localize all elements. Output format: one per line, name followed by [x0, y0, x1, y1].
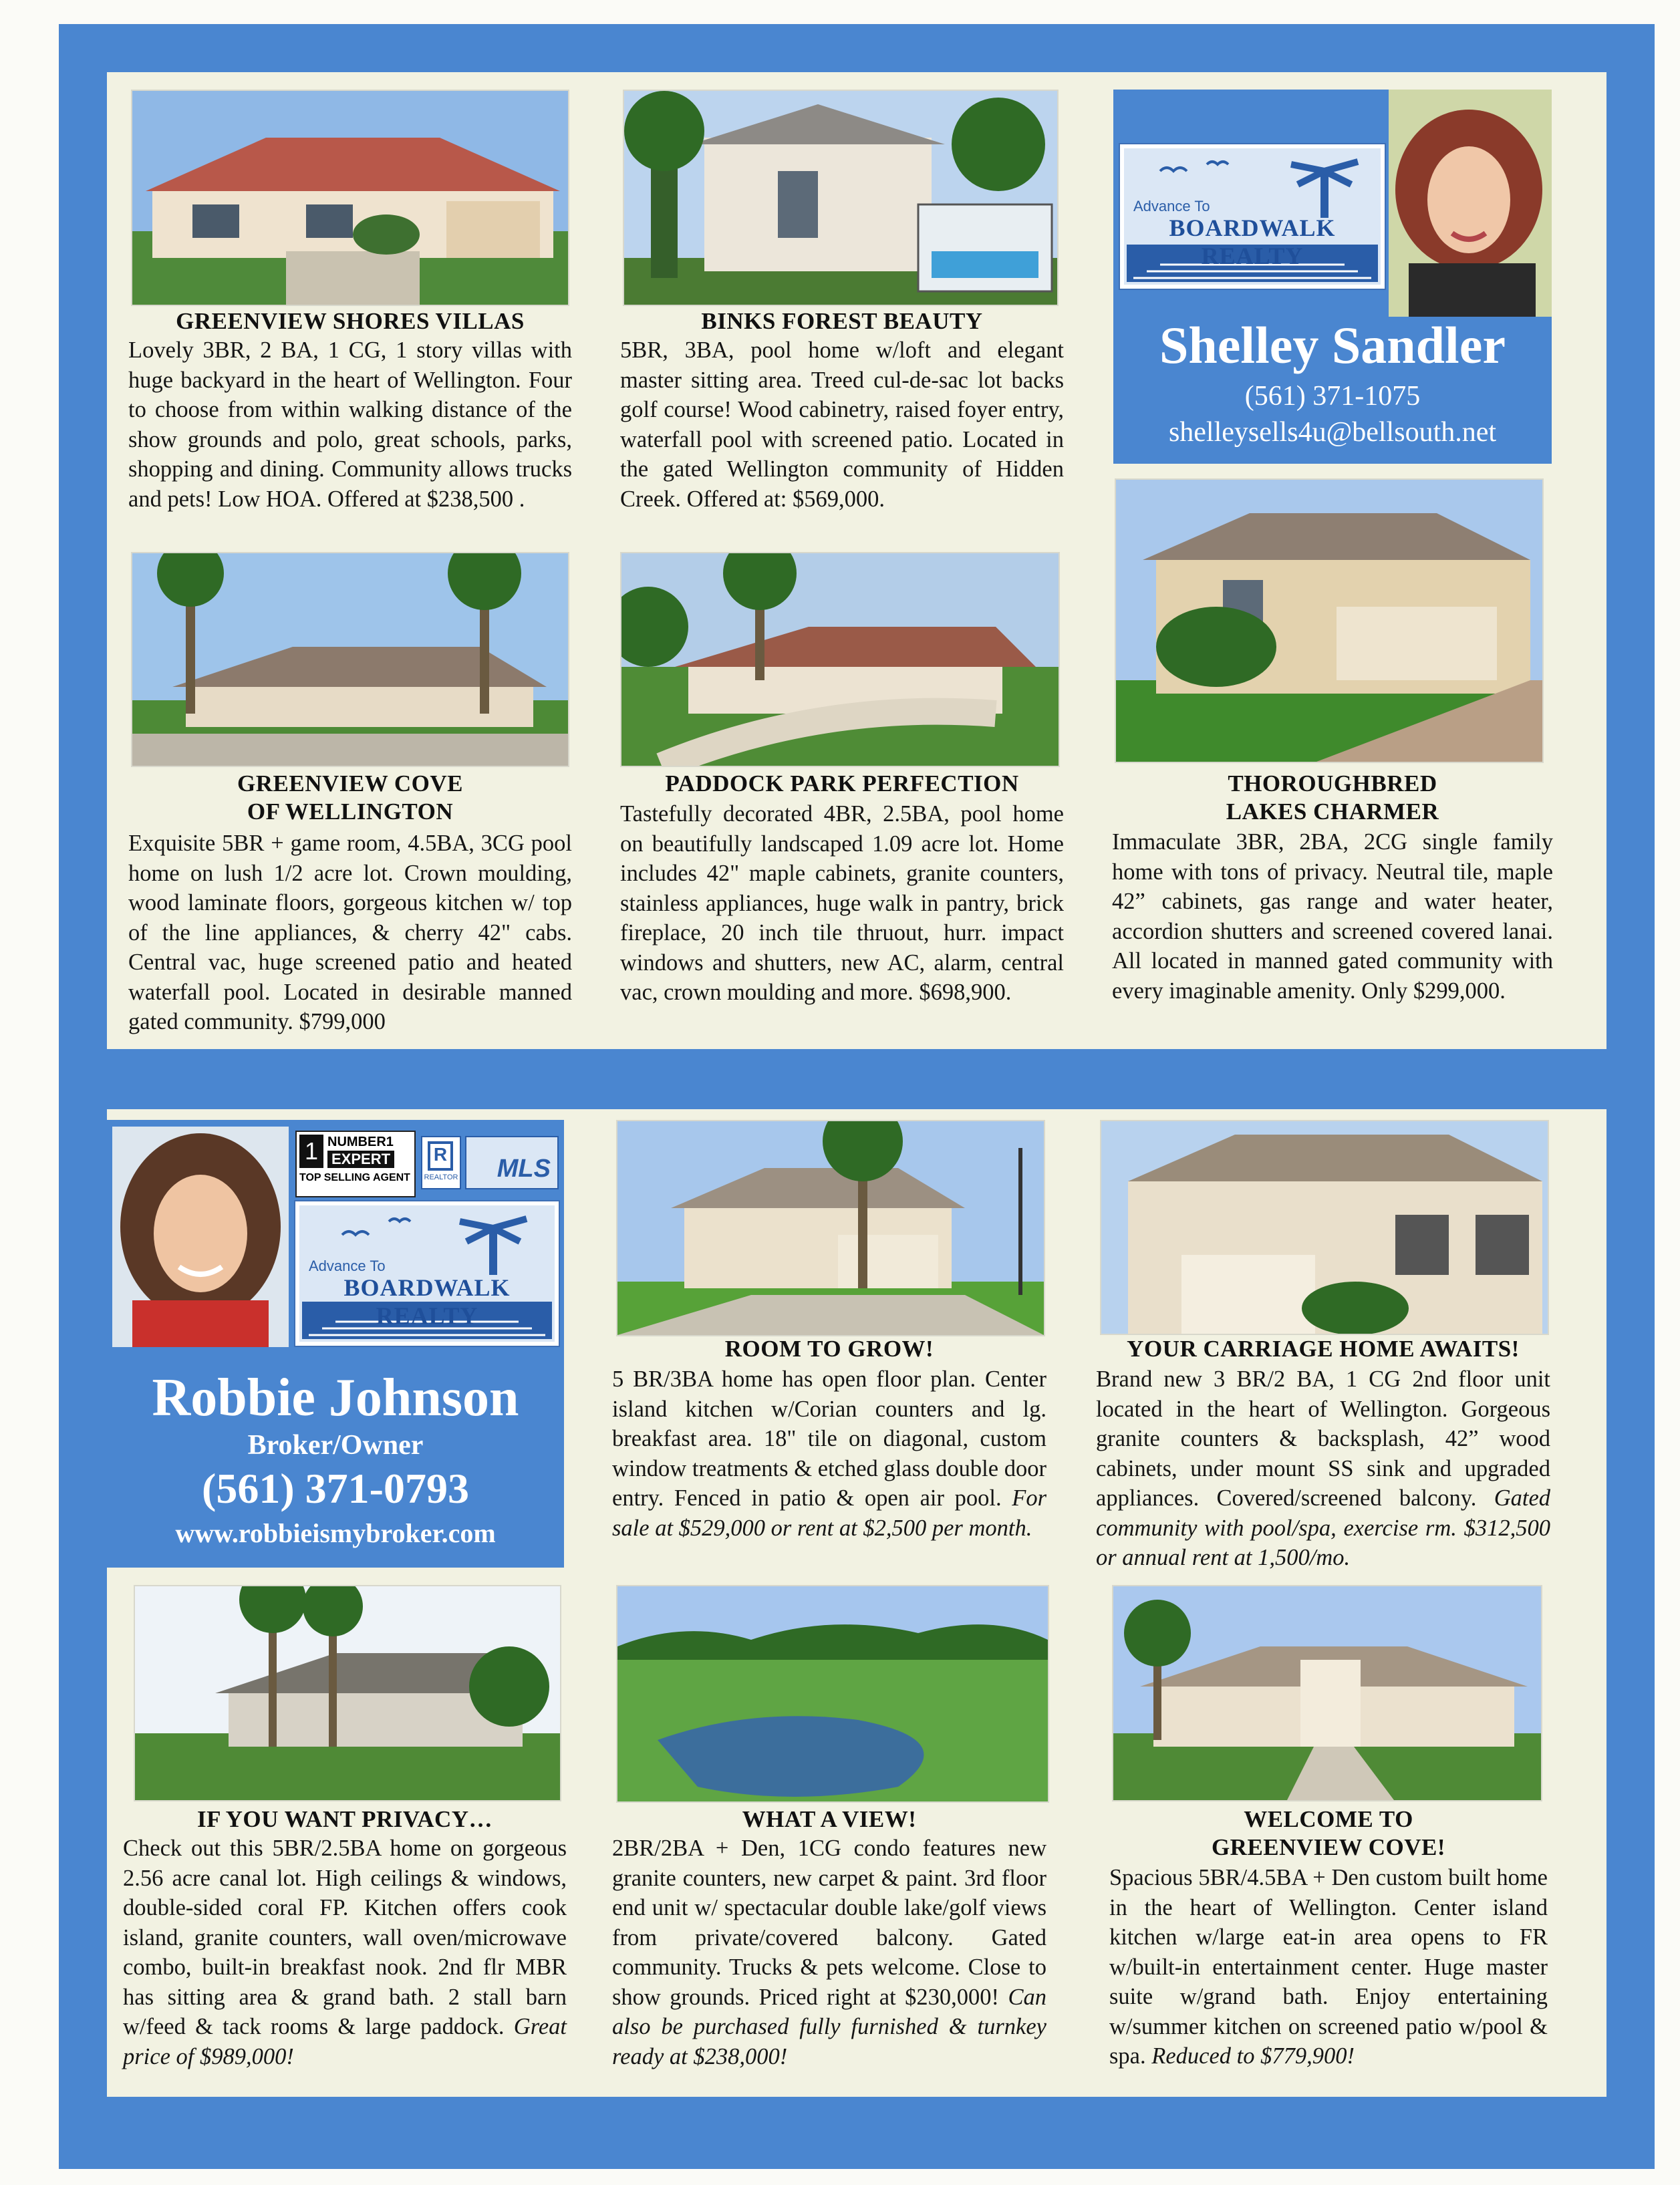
listing-title-line2: OF WELLINGTON	[247, 798, 454, 825]
listing-description	[1109, 1863, 1548, 2071]
house-photo	[134, 1585, 561, 1801]
house-photo	[1115, 478, 1544, 763]
listing-carriage-home	[1096, 1120, 1550, 1588]
number1-expert-badge	[295, 1131, 416, 1197]
listing-thoroughbred-lakes-charmer	[1112, 478, 1553, 1046]
listing-price-note: Can also be purchased fully furnished & turnkey ready at $238,000!	[612, 1984, 1046, 2069]
listing-price-note: Reduced to $779,900!	[1151, 2043, 1355, 2069]
listing-description	[123, 1834, 567, 2071]
listing-description-text: 2BR/2BA + Den, 1CG condo features new granite counters, new carpet & paint. 3rd floor end unit w/ spectacular double lake/golf views from private/covered balcony. Gated community. Trucks & pets welcome. Close to show grounds. Priced right at $230,000!	[612, 1836, 1046, 2010]
boardwalk-realty-logo	[294, 1200, 560, 1347]
listing-greenview-shores-villas	[128, 90, 572, 557]
listing-description-text: Spacious 5BR/4.5BA + Den custom built home in the heart of Wellington. Center island kitchen w/large eat-in area opens to FR w/built-in entertainment center. Huge master suite w/grand bath. Enjoy entertaining w/summer kitchen on screened patio w/pool & spa.	[1109, 1865, 1548, 2069]
listing-room-to-grow	[612, 1120, 1046, 1588]
agent-name: Shelley Sandler	[1159, 316, 1506, 374]
agent-card-shelley-sandler	[1113, 90, 1552, 464]
listing-title: WHAT A VIEW!	[742, 1806, 917, 1832]
listing-what-a-view	[612, 1585, 1046, 2093]
listing-title-line1: GREENVIEW COVE	[237, 770, 463, 796]
listing-description: Tastefully decorated 4BR, 2.5BA, pool home on beautifully landscaped 1.09 acre lot. Home includes 42" maple cabinets, granite counters, stainless appliances, huge walk in pantry, brick fireplace, 20 inch tile thruout, hurr. impact windows and shutters, new AC, alarm, central vac, crown moulding and more. $698,900.	[620, 801, 1064, 1005]
number-one-icon: 1	[299, 1135, 323, 1168]
logo-small-text: Advance To	[1133, 198, 1210, 214]
house-photo	[620, 552, 1060, 767]
listing-title: BINKS FOREST BEAUTY	[701, 308, 983, 334]
listing-description-text: Brand new 3 BR/2 BA, 1 CG 2nd floor unit located in the heart of Wellington. Gorgeous granite counters & backsplash, 42” wood cabinets, under mount SS sink and upgraded appliances. Covered/screened balcony.	[1096, 1366, 1550, 1511]
logo-small-text: Advance To	[309, 1258, 386, 1274]
agent-name: Robbie Johnson	[152, 1368, 519, 1427]
number1-text: NUMBER1	[327, 1135, 394, 1149]
listing-if-you-want-privacy	[123, 1585, 567, 2093]
listing-description: Exquisite 5BR + game room, 4.5BA, 3CG pool home on lush 1/2 acre lot. Crown moulding, wood laminate floors, gorgeous kitchen w/ top of the line appliances, & cherry 42" cabs. Central vac, huge screened patio and heated waterfall pool. Located in desirable manned gated community. $799,000	[128, 831, 572, 1034]
expert-text: EXPERT	[327, 1151, 394, 1168]
listing-title-line2: GREENVIEW COVE!	[1211, 1834, 1446, 1860]
listing-title: PADDOCK PARK PERFECTION	[665, 770, 1019, 796]
listing-greenview-cove-of-wellington	[128, 552, 572, 1046]
listing-description	[1096, 1364, 1550, 1573]
listing-description: 5BR, 3BA, pool home w/loft and elegant master sitting area. Treed cul-de-sac lot backs golf course! Wood cabinetry, raised foyer entry, waterfall pool with screened patio. Located in the gated Wellington community of Hidden Creek. Offered at: $569,000.	[620, 337, 1064, 512]
listing-title-line1: THOROUGHBRED	[1228, 770, 1437, 796]
listing-binks-forest-beauty	[620, 90, 1064, 557]
listing-description: Lovely 3BR, 2 BA, 1 CG, 1 story villas with huge backyard in the heart of Wellington. Four to choose from within walking distance of the show grounds and polo, great schools, parks, shopping and dining. Community allows trucks and pets! Low HOA. Offered at $238,500 .	[128, 337, 572, 512]
mls-badge	[465, 1136, 559, 1189]
listing-title: GREENVIEW SHORES VILLAS	[176, 308, 525, 334]
listing-title-line2: LAKES CHARMER	[1226, 798, 1439, 825]
house-photo	[131, 552, 569, 767]
mls-text: MLS	[497, 1155, 551, 1183]
listing-description-text: 5 BR/3BA home has open floor plan. Center island kitchen w/Corian counters and lg. breakfast area. 18" tile on diagonal, custom window treatments & etched glass double door entry. Fenced in patio & open air pool.	[612, 1366, 1046, 1511]
listing-title: IF YOU WANT PRIVACY…	[196, 1806, 493, 1832]
top-selling-agent-text: TOP SELLING AGENT	[299, 1172, 410, 1183]
house-photo	[131, 90, 569, 306]
house-photo	[1112, 1585, 1542, 1801]
listing-price-note: For sale at $529,000 or rent at $2,500 per month.	[612, 1485, 1047, 1541]
agent-role: Broker/Owner	[247, 1430, 424, 1461]
listing-welcome-to-greenview-cove	[1109, 1585, 1548, 2093]
house-photo	[616, 1120, 1045, 1336]
listing-title-line1: WELCOME TO	[1244, 1806, 1413, 1832]
golf-lake-photo	[616, 1585, 1049, 1803]
listing-description	[612, 1834, 1046, 2071]
agent-website[interactable]: www.robbieismybroker.com	[175, 1518, 496, 1548]
agent-portrait	[112, 1127, 289, 1347]
listing-description	[612, 1364, 1046, 1543]
logo-main-text: BOARDWALK REALTY	[343, 1274, 511, 1329]
house-photo	[623, 90, 1059, 306]
boardwalk-realty-logo	[1119, 143, 1386, 290]
agent-card-robbie-johnson	[107, 1120, 564, 1568]
agent-email: shelleysells4u@bellsouth.net	[1168, 417, 1497, 448]
listing-description: Immaculate 3BR, 2BA, 2CG single family home with tons of privacy. Neutral tile, maple 42” cabinets, gas range and water heater, accordion shutters and screened covered lanai. All located in manned gated community with every imaginable amenity. Only $299,000.	[1112, 829, 1553, 1004]
listing-price-note: Gated community with pool/spa, exercise rm. $312,500 or annual rent at 1,500/mo.	[1096, 1485, 1551, 1570]
agent-portrait	[1389, 90, 1552, 317]
listing-paddock-park-perfection	[620, 552, 1064, 1046]
listing-title: ROOM TO GROW!	[724, 1336, 934, 1362]
house-photo	[1100, 1120, 1549, 1335]
logo-main-text: BOARDWALK REALTY	[1169, 214, 1336, 269]
listing-description-text: Check out this 5BR/2.5BA home on gorgeous 2.56 acre canal lot. High ceilings & windows, double-sided coral FP. Kitchen offers cook island, granite counters, wall oven/microwave combo, built-in breakfast nook. 2nd flr MBR has sitting area & grand bath. 2 stall barn w/feed & tack rooms & large paddock.	[123, 1836, 567, 2039]
agent-phone: (561) 371-1075	[1244, 381, 1421, 412]
listing-price-note: Great price of $989,000!	[123, 2014, 567, 2069]
realtor-text: REALTOR	[424, 1173, 458, 1181]
realtor-icon: R	[428, 1141, 453, 1171]
realtor-badge	[421, 1136, 461, 1189]
agent-phone: (561) 371-0793	[202, 1465, 469, 1512]
listing-title: YOUR CARRIAGE HOME AWAITS!	[1127, 1336, 1520, 1362]
